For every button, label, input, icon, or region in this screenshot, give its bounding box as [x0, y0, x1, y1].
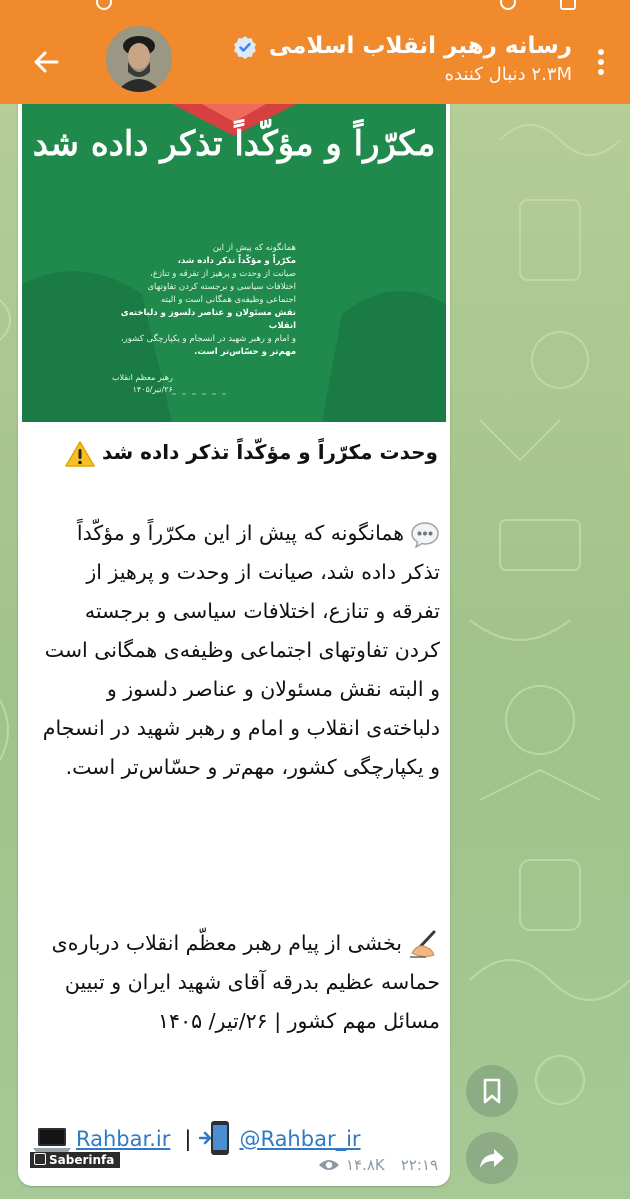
- message-time: ۲۲:۱۹: [400, 1156, 438, 1174]
- laptop-icon: [32, 1124, 72, 1154]
- watermark-logo-icon: [34, 1153, 46, 1165]
- kebab-menu-icon: [597, 48, 605, 76]
- view-count: ۱۴.۸K: [345, 1156, 385, 1174]
- watermark: Saberinfa: [30, 1152, 120, 1168]
- back-button[interactable]: [24, 40, 68, 84]
- menu-button[interactable]: [586, 40, 616, 84]
- warning-icon: [65, 440, 95, 468]
- share-button[interactable]: [466, 1132, 518, 1184]
- save-button[interactable]: [466, 1065, 518, 1117]
- channel-avatar[interactable]: [106, 26, 172, 92]
- channel-info[interactable]: [252, 30, 572, 88]
- writing-hand-icon: [408, 929, 440, 959]
- speech-bubble-icon: [410, 520, 440, 548]
- status-icon: [96, 0, 112, 10]
- message-meta: [318, 1156, 438, 1174]
- website-link[interactable]: Rahbar.ir: [76, 1127, 171, 1151]
- link-separator: |: [184, 1127, 192, 1151]
- channel-handle-link[interactable]: @Rahbar_ir: [239, 1127, 361, 1151]
- image-signature: رهبر معظم انقلاب ۲۶/تیر/۱۴۰۵: [112, 373, 173, 394]
- back-arrow-icon: [31, 47, 61, 77]
- message-body: همانگونه که پیش از این مکرّراً و مؤکّداً تذکر داده شد، صیانت از وحدت و پرهیز از تفرقه و تنازع، اختلافات سیاسی و برجسته کردن تفاوتهای اجتماعی وظیفه‌ی همگانی است و البته نقش مسئولان و عناصر دلسوز و دلباخته‌ی انقلاب و امام و رهبر شهید در انسجام و یکپارچگی کشور، مهم‌تر و حسّاس‌تر است.: [42, 521, 440, 779]
- channel-title: رسانه رهبر انقلاب اسلامی: [252, 30, 572, 62]
- subscriber-count: ۲.۳M دنبال کننده: [444, 64, 572, 85]
- verified-badge-icon: [233, 35, 257, 59]
- message-title: وحدت مکرّراً و مؤکّداً تذکر داده شد: [38, 437, 438, 468]
- eye-icon: [318, 1158, 340, 1172]
- share-icon: [479, 1147, 505, 1169]
- image-headline: مکرّراً و مؤکّداً تذکر داده شد: [32, 124, 436, 164]
- message-bubble: [18, 104, 450, 1186]
- bookmark-icon: [481, 1078, 503, 1104]
- status-bar: [0, 0, 630, 18]
- phone-icon: [199, 1119, 235, 1159]
- chat-header: [0, 18, 630, 104]
- message-source: بخشی از پیام رهبر معظّم انقلاب درباره‌ی حماسه عظیم بدرقه آقای شهید ایران و تبیین مسائل مهم کشور | ۲۶/تیر/ ۱۴۰۵: [51, 931, 440, 1033]
- post-image[interactable]: [22, 104, 446, 422]
- image-text: همانگونه که پیش از این مکرّراً و مؤکّداً تذکر داده شد، صیانت از وحدت و پرهیز از تفرقه و تنازع، اختلافات سیاسی و برجسته کردن تفاوتهای اجتماعی وظیفه‌ی همگانی است و البته نقش مسئولان و عناصر دلسوز و دلباخته‌ی انقلاب و امام و رهبر شهید در انسجام و یکپارچگی کشور، مهم‌تر و حسّاس‌تر است.: [120, 243, 296, 357]
- status-icon: [560, 0, 576, 10]
- status-icon: [500, 0, 516, 10]
